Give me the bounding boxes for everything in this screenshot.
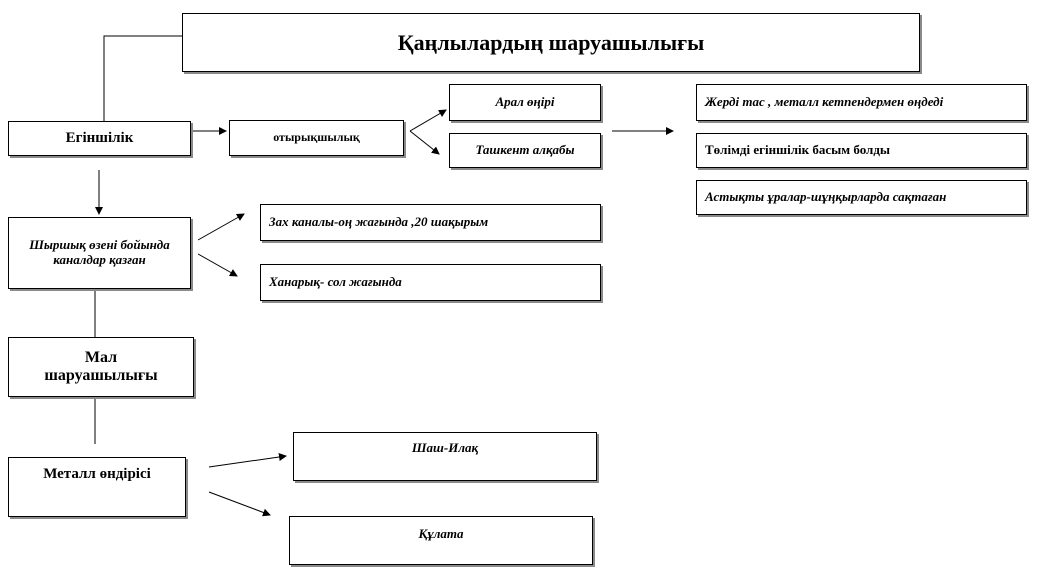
node-qulata: Құлата <box>289 516 593 565</box>
node-shash: Шаш-Илақ <box>293 432 597 481</box>
node-zherdi: Жерді тас , металл кетпендермен өңдеді <box>696 84 1027 121</box>
arrow-to-tashkent <box>410 131 439 154</box>
node-metall: Металл өндірісі <box>8 457 186 517</box>
node-tolimdi: Төлімді егіншілік басым болды <box>696 133 1027 168</box>
arrow-to-shash <box>209 456 286 467</box>
node-zakh: Зах каналы-оң жағында ,20 шақырым <box>260 204 601 241</box>
node-tashkent: Ташкент алқабы <box>449 133 601 168</box>
node-khanaryq: Ханарық- сол жағында <box>260 264 601 301</box>
arrow-to-khanaryq <box>198 254 237 276</box>
title-box: Қаңлылардың шаруашылығы <box>182 13 920 72</box>
arrow-to-zakh <box>198 214 244 240</box>
node-shyrshyq: Шыршық өзені бойында каналдар қазған <box>8 217 191 289</box>
node-aral: Арал өңірі <box>449 84 601 121</box>
arrow-to-aral <box>410 110 446 131</box>
node-mal: Мал шаруашылығы <box>8 337 194 397</box>
node-astyqty: Астықты ұралар-шұңқырларда сақтаған <box>696 180 1027 215</box>
node-eginshilik: Егіншілік <box>8 121 191 156</box>
arrow-to-qulata <box>209 492 270 515</box>
node-otyryqshylyq: отырықшылық <box>229 120 404 156</box>
title-connector <box>104 36 182 121</box>
